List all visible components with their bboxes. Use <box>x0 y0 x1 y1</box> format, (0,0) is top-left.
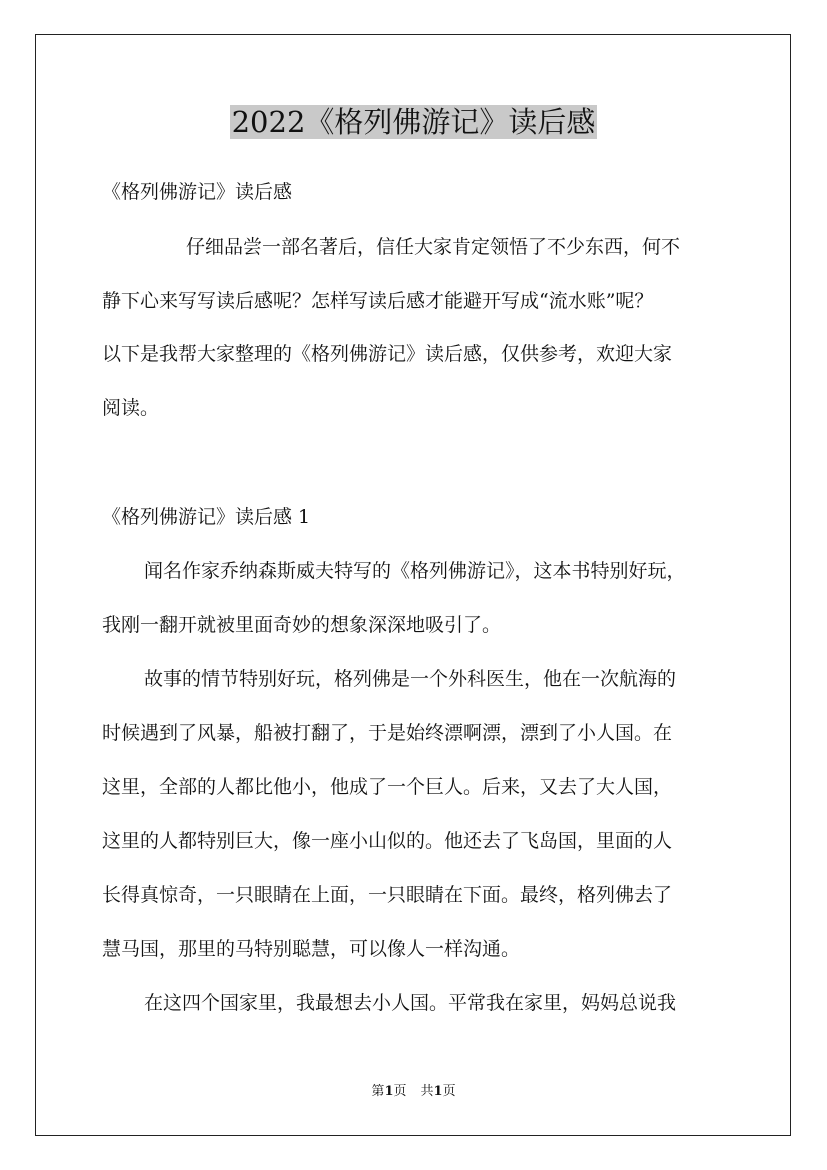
paragraph-line: 慧马国，那里的马特别聪慧，可以像人一样沟通。 <box>102 938 521 960</box>
paragraph-line: 静下心来写写读后感呢？怎样写读后感才能避开写成“流水账”呢？ <box>102 290 654 312</box>
section-heading: 《格列佛游记》读后感 <box>102 181 293 203</box>
paragraph-line: 故事的情节特别好玩，格列佛是一个外科医生，他在一次航海的 <box>144 668 677 690</box>
footer-total-number: 1 <box>433 1084 443 1099</box>
footer-total-prefix: 共 <box>420 1084 434 1099</box>
paragraph-line: 长得真惊奇，一只眼睛在上面，一只眼睛在下面。最终，格列佛去了 <box>102 884 673 906</box>
paragraph-line: 这里的人都特别巨大，像一座小山似的。他还去了飞岛国，里面的人 <box>102 830 673 852</box>
page-footer <box>0 1083 827 1101</box>
section-heading: 《格列佛游记》读后感 1 <box>102 506 311 528</box>
paragraph-line: 以下是我帮大家整理的《格列佛游记》读后感，仅供参考，欢迎大家 <box>102 343 673 365</box>
footer-page-unit: 页 <box>393 1084 407 1099</box>
footer-page-number: 1 <box>384 1084 394 1099</box>
paragraph-line: 我刚一翻开就被里面奇妙的想象深深地吸引了。 <box>102 614 502 636</box>
paragraph-line: 时候遇到了风暴，船被打翻了，于是始终漂啊漂，漂到了小人国。在 <box>102 722 673 744</box>
paragraph-line: 这里，全部的人都比他小，他成了一个巨人。后来，又去了大人国， <box>102 776 673 798</box>
document-title <box>0 102 827 142</box>
footer-total-unit: 页 <box>442 1084 456 1099</box>
paragraph-line: 闻名作家乔纳森斯威夫特写的《格列佛游记》，这本书特别好玩， <box>144 560 686 582</box>
paragraph-line: 仔细品尝一部名著后，信任大家肯定领悟了不少东西，何不 <box>186 236 681 258</box>
document-title-text: 2022《格列佛游记》读后感 <box>231 105 596 139</box>
paragraph-line: 阅读。 <box>102 397 160 419</box>
footer-page-prefix: 第 <box>371 1084 385 1099</box>
paragraph-line: 在这四个国家里，我最想去小人国。平常我在家里，妈妈总说我 <box>144 992 677 1014</box>
